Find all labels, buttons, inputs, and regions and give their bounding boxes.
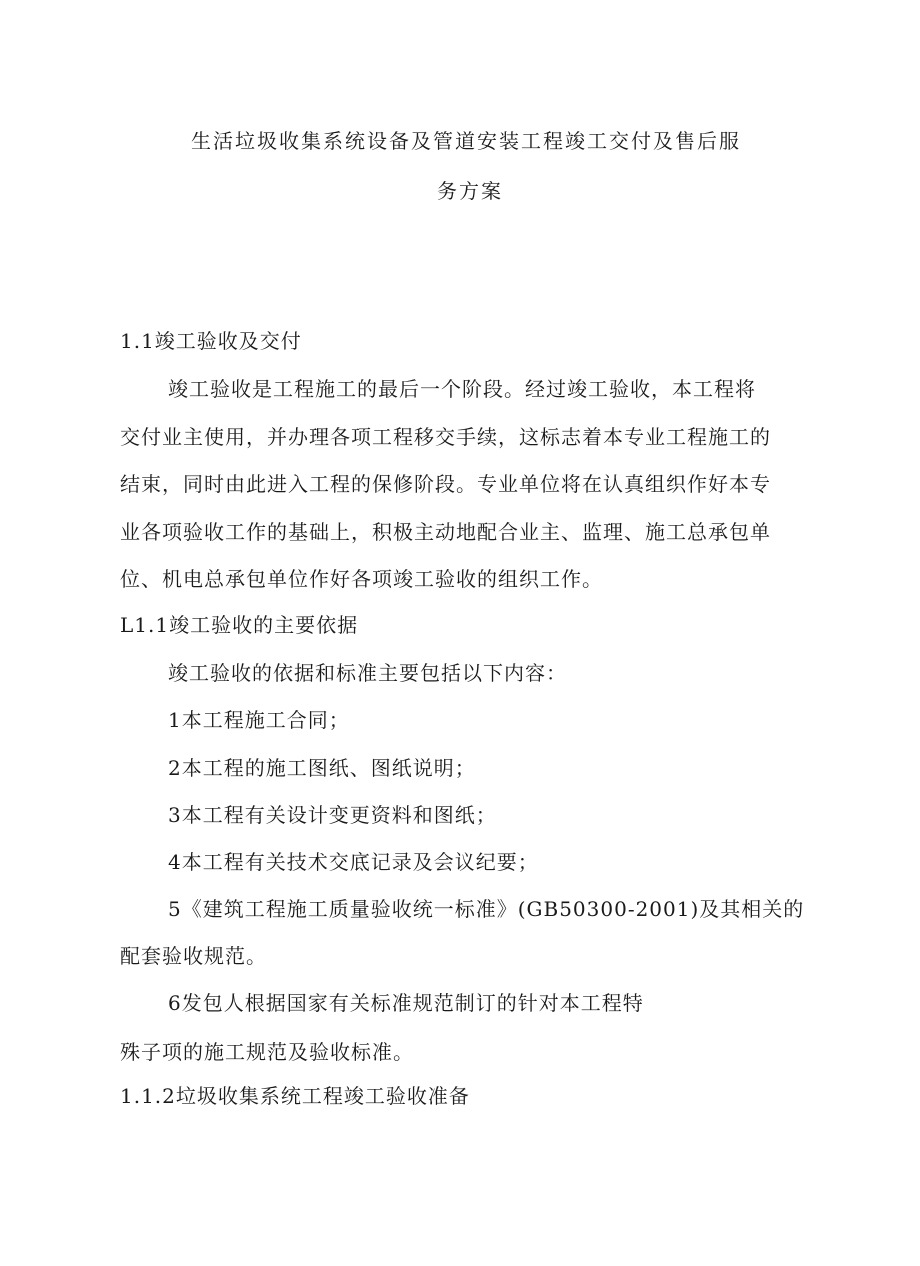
list-item-continuation: 殊子项的施工规范及验收标准。 [120,1040,414,1064]
list-item: 6发包人根据国家有关标准规范制订的针对本工程特 [168,991,644,1015]
section-heading-1-1-2: 1.1.2垃圾收集系统工程竣工验收准备 [120,1084,470,1108]
list-item: 2本工程的施工图纸、图纸说明； [168,756,476,780]
list-intro: 竣工验收的依据和标准主要包括以下内容： [168,661,567,685]
document-title-line-2: 务方案 [437,179,503,203]
paragraph-line: 结束，同时由此进入工程的保修阶段。专业单位将在认真组织作好本专 [120,472,771,496]
paragraph-line: 业各项验收工作的基础上，积极主动地配合业主、监理、施工总承包单 [120,520,771,544]
paragraph-line: 竣工验收是工程施工的最后一个阶段。经过竣工验收，本工程将 [168,377,756,401]
list-item: 5《建筑工程施工质量验收统一标准》(GB50300-2001)及其相关的 [168,897,805,921]
paragraph-line: 位、机电总承包单位作好各项竣工验收的组织工作。 [120,567,603,591]
section-heading-1-1-1: L1.1竣工验收的主要依据 [120,613,359,637]
list-item: 1本工程施工合同； [168,708,350,732]
paragraph-line: 交付业主使用，并办理各项工程移交手续，这标志着本专业工程施工的 [120,425,771,449]
list-item-continuation: 配套验收规范。 [120,944,267,968]
section-heading-1-1: 1.1竣工验收及交付 [120,329,302,353]
list-item: 4本工程有关技术交底记录及会议纪要； [168,850,539,874]
list-item: 3本工程有关设计变更资料和图纸； [168,803,497,827]
document-title-line-1: 生活垃圾收集系统设备及管道安装工程竣工交付及售后服 [191,129,741,153]
